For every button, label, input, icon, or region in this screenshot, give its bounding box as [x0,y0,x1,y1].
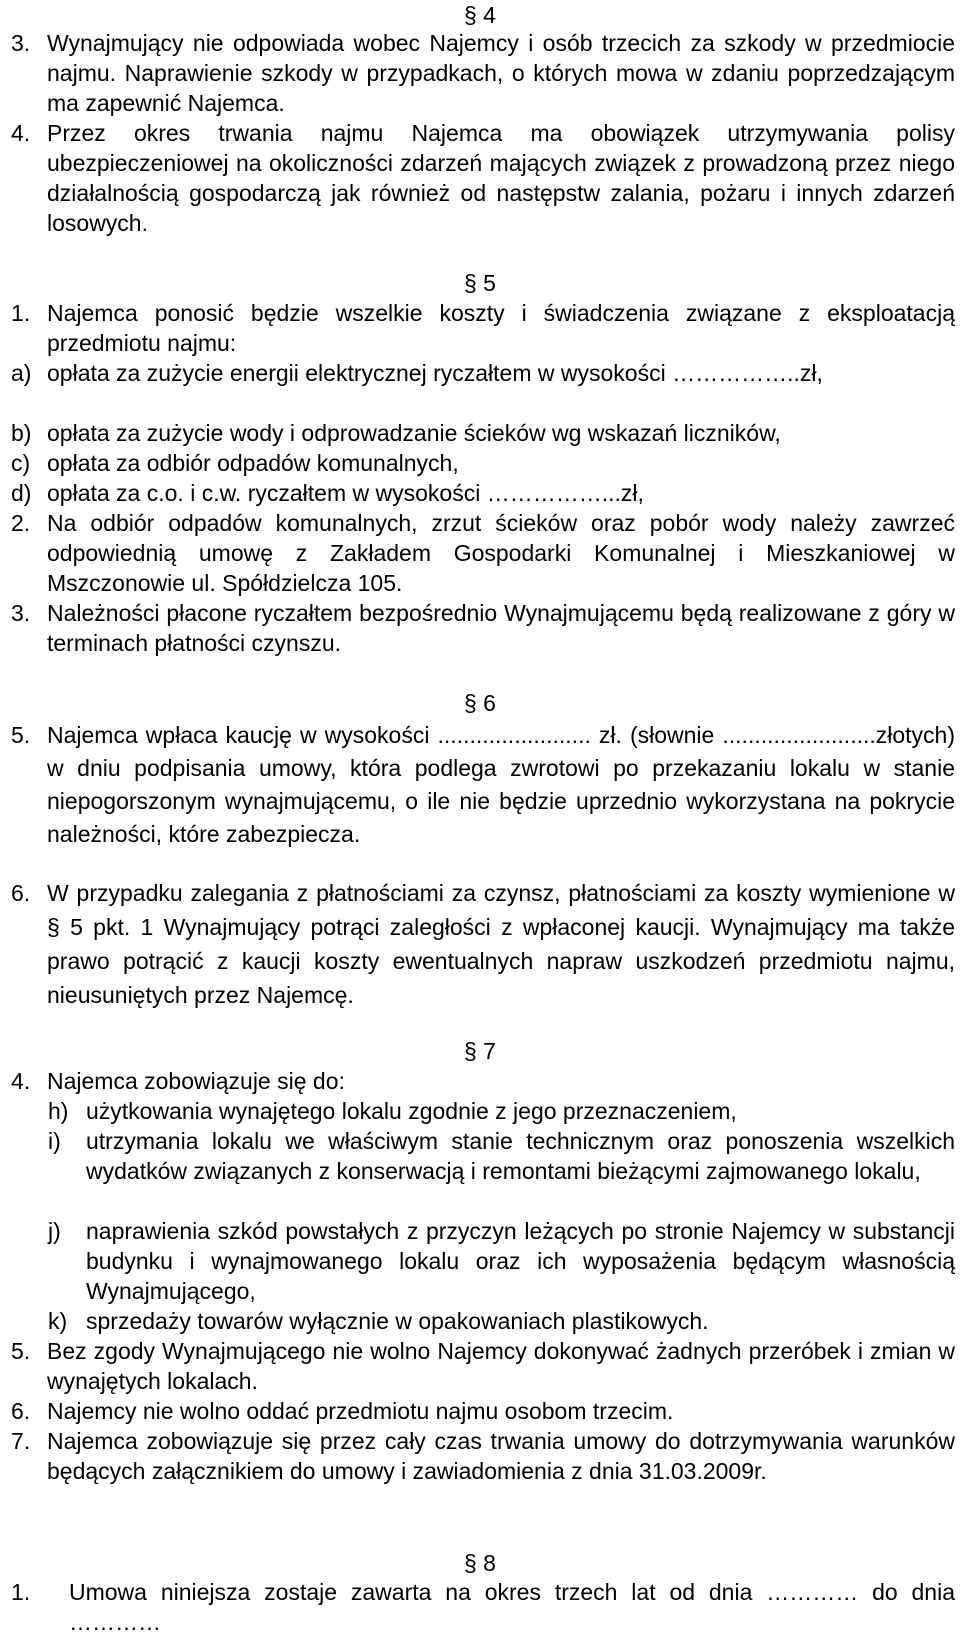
s4-item-4 [11,118,955,238]
s8-item-1 [11,1577,955,1637]
s5-item-a [11,358,955,388]
item-letter: b) [11,420,32,446]
section-6-heading: § 6 [464,690,496,716]
s5-item-d [11,478,955,508]
s5-item-c [11,448,955,478]
s5-item-3 [11,598,955,658]
item-text: Najemca zobowiązuje się do: [47,1068,345,1094]
item-number: 5. [11,1338,31,1364]
item-number: 7. [11,1428,31,1454]
item-number: 1. [11,300,31,326]
item-text: Najemca ponosić będzie wszelkie koszty i świadczenia związane z eksploatacją przedmiotu najmu: [47,300,955,356]
item-number: 2. [11,510,31,536]
s4-item-3 [11,28,955,118]
s6-item-6 [11,876,955,1012]
item-text: opłata za zużycie wody i odprowadzanie ścieków wg wskazań liczników, [47,420,781,446]
item-letter: i) [48,1128,61,1154]
item-text: opłata za zużycie energii elektrycznej ryczałtem w wysokości ……………..zł, [47,360,823,386]
s7-item-j [48,1216,955,1306]
s7-item-6 [11,1396,955,1426]
item-number: 6. [11,880,31,906]
item-text: naprawienia szkód powstałych z przyczyn leżących po stronie Najemcy w substancji budynku i wynajmowanego lokalu oraz ich wyposażenia będącym własnością Wynajmującego, [86,1218,955,1304]
item-text: opłata za odbiór odpadów komunalnych, [47,450,459,476]
item-text: użytkowania wynajętego lokalu zgodnie z jego przeznaczeniem, [86,1098,737,1124]
item-letter: k) [48,1308,68,1334]
section-7-heading: § 7 [464,1038,496,1064]
section-5-heading: § 5 [464,270,496,296]
item-text: W przypadku zalegania z płatnościami za czynsz, płatnościami za koszty wymienione w § 5 pkt. 1 Wynajmujący potrąci zaległości z wpłaconej kaucji. Wynajmujący ma także prawo potrącić z kaucji koszty ewentualnych napraw uszkodzeń przedmiotu najmu, nieusuniętych przez Najemcę. [47,880,955,1008]
s7-item-7 [11,1426,955,1486]
s5-item-2 [11,508,955,598]
item-number: 1. [11,1579,31,1605]
item-text: Najemca wpłaca kaucję w wysokości ........................ zł. (słownie ........................złotych) w dniu podpisania umowy, która podlega zwrotowi po przekazaniu lokalu w stanie niepogorszonym wynajmującemu, o ile nie będzie uprzednio wykorzystana na pokrycie należności, które zabezpiecza. [47,722,955,847]
item-text: Najemcy nie wolno oddać przedmiotu najmu osobom trzecim. [47,1398,674,1424]
item-letter: j) [48,1218,61,1244]
item-letter: c) [11,450,31,476]
item-text: utrzymania lokalu we właściwym stanie technicznym oraz ponoszenia wszelkich wydatków związanych z konserwacją i remontami bieżącymi zajmowanego lokalu, [86,1128,955,1184]
section-8-heading: § 8 [464,1550,496,1576]
item-letter: d) [11,480,32,506]
item-letter: h) [48,1098,69,1124]
item-letter: a) [11,360,32,386]
section-4-heading: § 4 [464,2,496,28]
s7-item-5 [11,1336,955,1396]
item-number: 3. [11,600,31,626]
item-text: Należności płacone ryczałtem bezpośrednio Wynajmującemu będą realizowane z góry w terminach płatności czynszu. [47,600,955,656]
s7-item-i [48,1126,955,1186]
item-number: 4. [11,1068,31,1094]
s7-item-h [48,1096,955,1126]
item-text: Najemca zobowiązuje się przez cały czas trwania umowy do dotrzymywania warunków będących załącznikiem do umowy i zawiadomienia z dnia 31.03.2009r. [47,1428,955,1484]
item-text: Wynajmujący nie odpowiada wobec Najemcy i osób trzecich za szkody w przedmiocie najmu. Naprawienie szkody w przypadkach, o których mowa w zdaniu poprzedzającym ma zapewnić Najemca. [47,30,955,116]
item-text: sprzedaży towarów wyłącznie w opakowaniach plastikowych. [86,1308,709,1334]
item-text: Na odbiór odpadów komunalnych, zrzut ścieków oraz pobór wody należy zawrzeć odpowiednią umowę z Zakładem Gospodarki Komunalnej i Mieszkaniowej w Mszczonowie ul. Spółdzielcza 105. [47,510,955,596]
item-text: Bez zgody Wynajmującego nie wolno Najemcy dokonywać żadnych przeróbek i zmian w wynajętych lokalach. [47,1338,955,1394]
item-text: Przez okres trwania najmu Najemca ma obowiązek utrzymywania polisy ubezpieczeniowej na okoliczności zdarzeń mających związek z prowadzoną przez niego działalnością gospodarczą jak również od następstw zalania, pożaru i innych zdarzeń losowych. [47,120,955,236]
item-text: Umowa niniejsza zostaje zawarta na okres trzech lat od dnia ………… do dnia ………… [69,1579,955,1635]
s6-item-5 [11,719,955,851]
s7-item-4 [11,1066,955,1096]
item-number: 3. [11,30,31,56]
s7-item-k [48,1306,955,1336]
item-number: 4. [11,120,31,146]
s5-item-1 [11,298,955,358]
item-number: 5. [11,722,31,748]
s5-item-b [11,418,955,448]
item-number: 6. [11,1398,31,1424]
item-text: opłata za c.o. i c.w. ryczałtem w wysokości ……………...zł, [47,480,644,506]
